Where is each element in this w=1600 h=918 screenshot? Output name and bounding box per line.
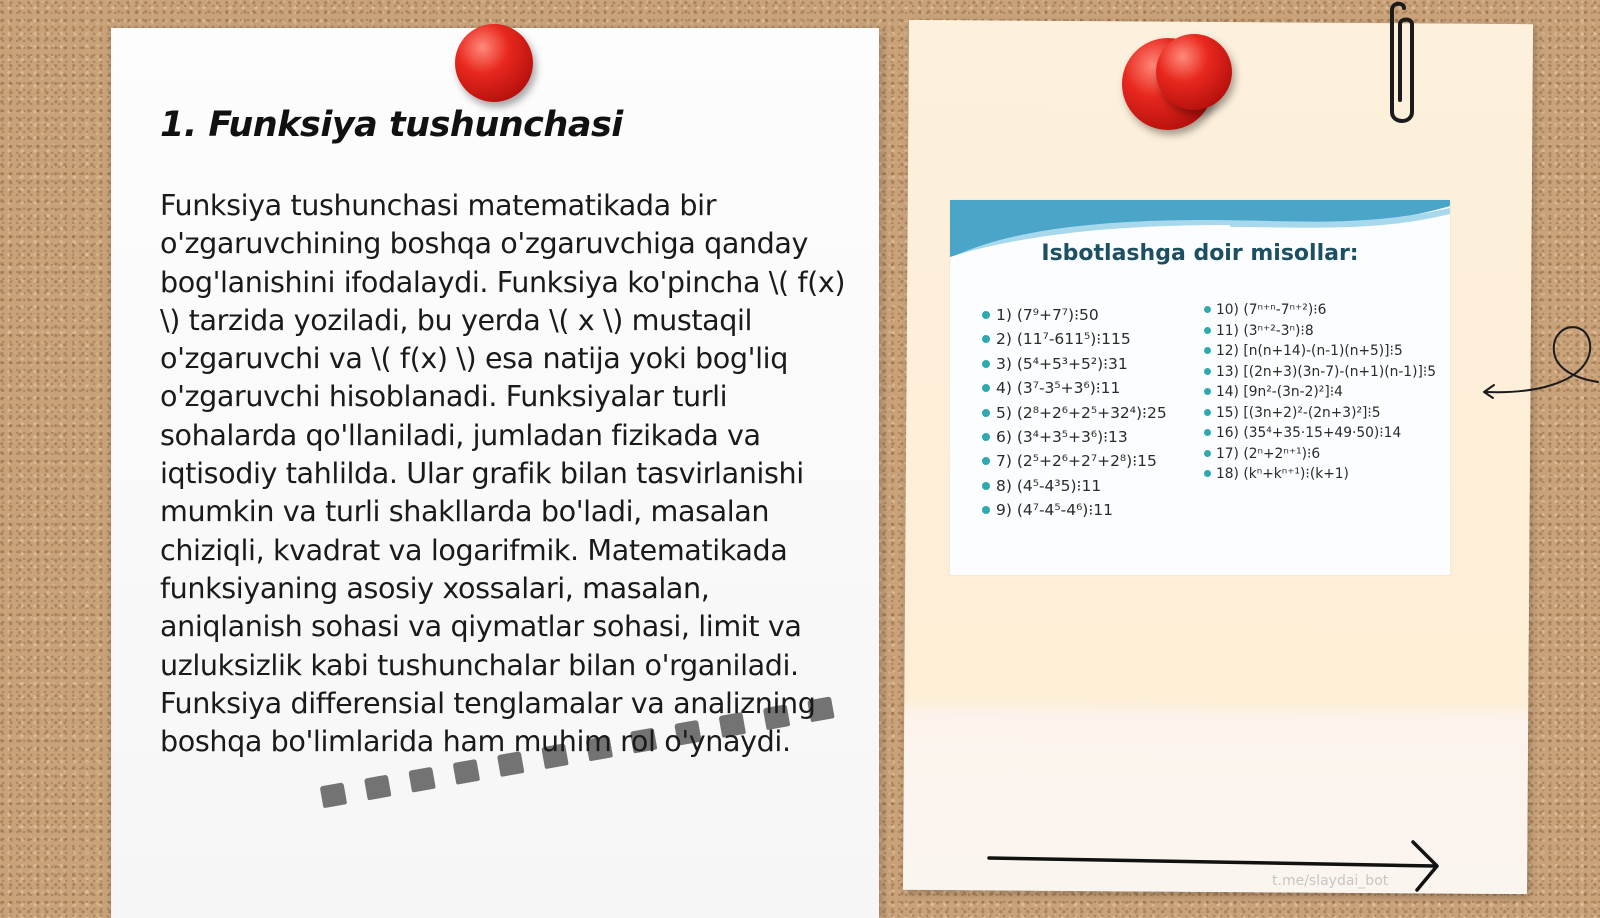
red-pushpin-right-front <box>1156 34 1232 110</box>
section-title: 1. Funksiya tushunchasi <box>160 105 623 145</box>
curly-arrow-doodle <box>1478 312 1600 407</box>
list-item: 5) (2⁸+2⁶+2⁵+32⁴)⁝25 <box>980 403 1195 427</box>
body-paragraph: Funksiya tushunchasi matematikada bir o'zgaruvchining boshqa o'zgaruvchiga qanday bog'lanishini ifodalaydi. Funksiya ko'pincha \( f(x) \) tarzida yoziladi, bu yerda \( x \) mustaqil o'zgaruvchi va \( f(x) \) esa natija yoki bog'liq o'zgaruvchi hisoblanadi. Funksiyalar turli sohalarda qo'llaniladi, jumladan fizikada va iqtisodiy tahlilda. Ular grafik bilan tasvirlanishi mumkin va turli shakllarda bo'ladi, masalan chiziqli, kvadrat va logarifmik. Matematikada funksiyaning asosiy xossalari, masalan, aniqlanish sohasi va qiymatlar sohasi, limit va uzluksizlik kabi tushunchalar bilan o'rganiladi. Funksiya differensial tenglamalar va analizning boshqa bo'limlarida ham muhim rol o'ynaydi. <box>160 188 846 759</box>
list-item: 18) (kⁿ+kⁿ⁺¹)⁝(k+1) <box>1204 466 1444 484</box>
list-item: 9) (4⁷-4⁵-4⁶)⁝11 <box>980 500 1195 524</box>
list-item: 11) (3ⁿ⁺²-3ⁿ)⁝8 <box>1204 323 1444 341</box>
list-item: 14) [9n²-(3n-2)²]⁝4 <box>1204 384 1444 402</box>
list-item: 3) (5⁴+5³+5²)⁝31 <box>980 354 1195 378</box>
red-pushpin-left <box>455 24 533 102</box>
list-item: 16) (35⁴+35·15+49·50)⁝14 <box>1204 425 1444 443</box>
list-item: 1) (7⁹+7⁷)⁝50 <box>980 305 1195 329</box>
exercise-list-left <box>980 305 1195 525</box>
list-item: 17) (2ⁿ+2ⁿ⁺¹)⁝6 <box>1204 446 1444 464</box>
list-item: 13) [(2n+3)(3n-7)-(n+1)(n-1)]⁝5 <box>1204 364 1444 382</box>
arrow-right-icon <box>985 838 1445 900</box>
list-item: 4) (3⁷-3⁵+3⁶)⁝11 <box>980 378 1195 402</box>
paperclip-icon <box>1370 0 1420 130</box>
list-item: 8) (4⁵-4³5)⁝11 <box>980 476 1195 500</box>
list-item: 7) (2⁵+2⁶+2⁷+2⁸)⁝15 <box>980 451 1195 475</box>
list-item: 15) [(3n+2)²-(2n+3)²]⁝5 <box>1204 405 1444 423</box>
embedded-slide <box>950 200 1450 575</box>
watermark-text: t.me/slaydai_bot <box>1272 873 1389 889</box>
slide-heading: Isbotlashga doir misollar: <box>1041 241 1359 266</box>
list-item: 12) [n(n+14)-(n-1)(n+5)]⁝5 <box>1204 343 1444 361</box>
list-item: 10) (7ⁿ⁺ⁿ-7ⁿ⁺²)⁝6 <box>1204 302 1444 320</box>
list-item: 6) (3⁴+3⁵+3⁶)⁝13 <box>980 427 1195 451</box>
exercise-list-right <box>1204 302 1444 487</box>
list-item: 2) (11⁷-611⁵)⁝115 <box>980 329 1195 353</box>
